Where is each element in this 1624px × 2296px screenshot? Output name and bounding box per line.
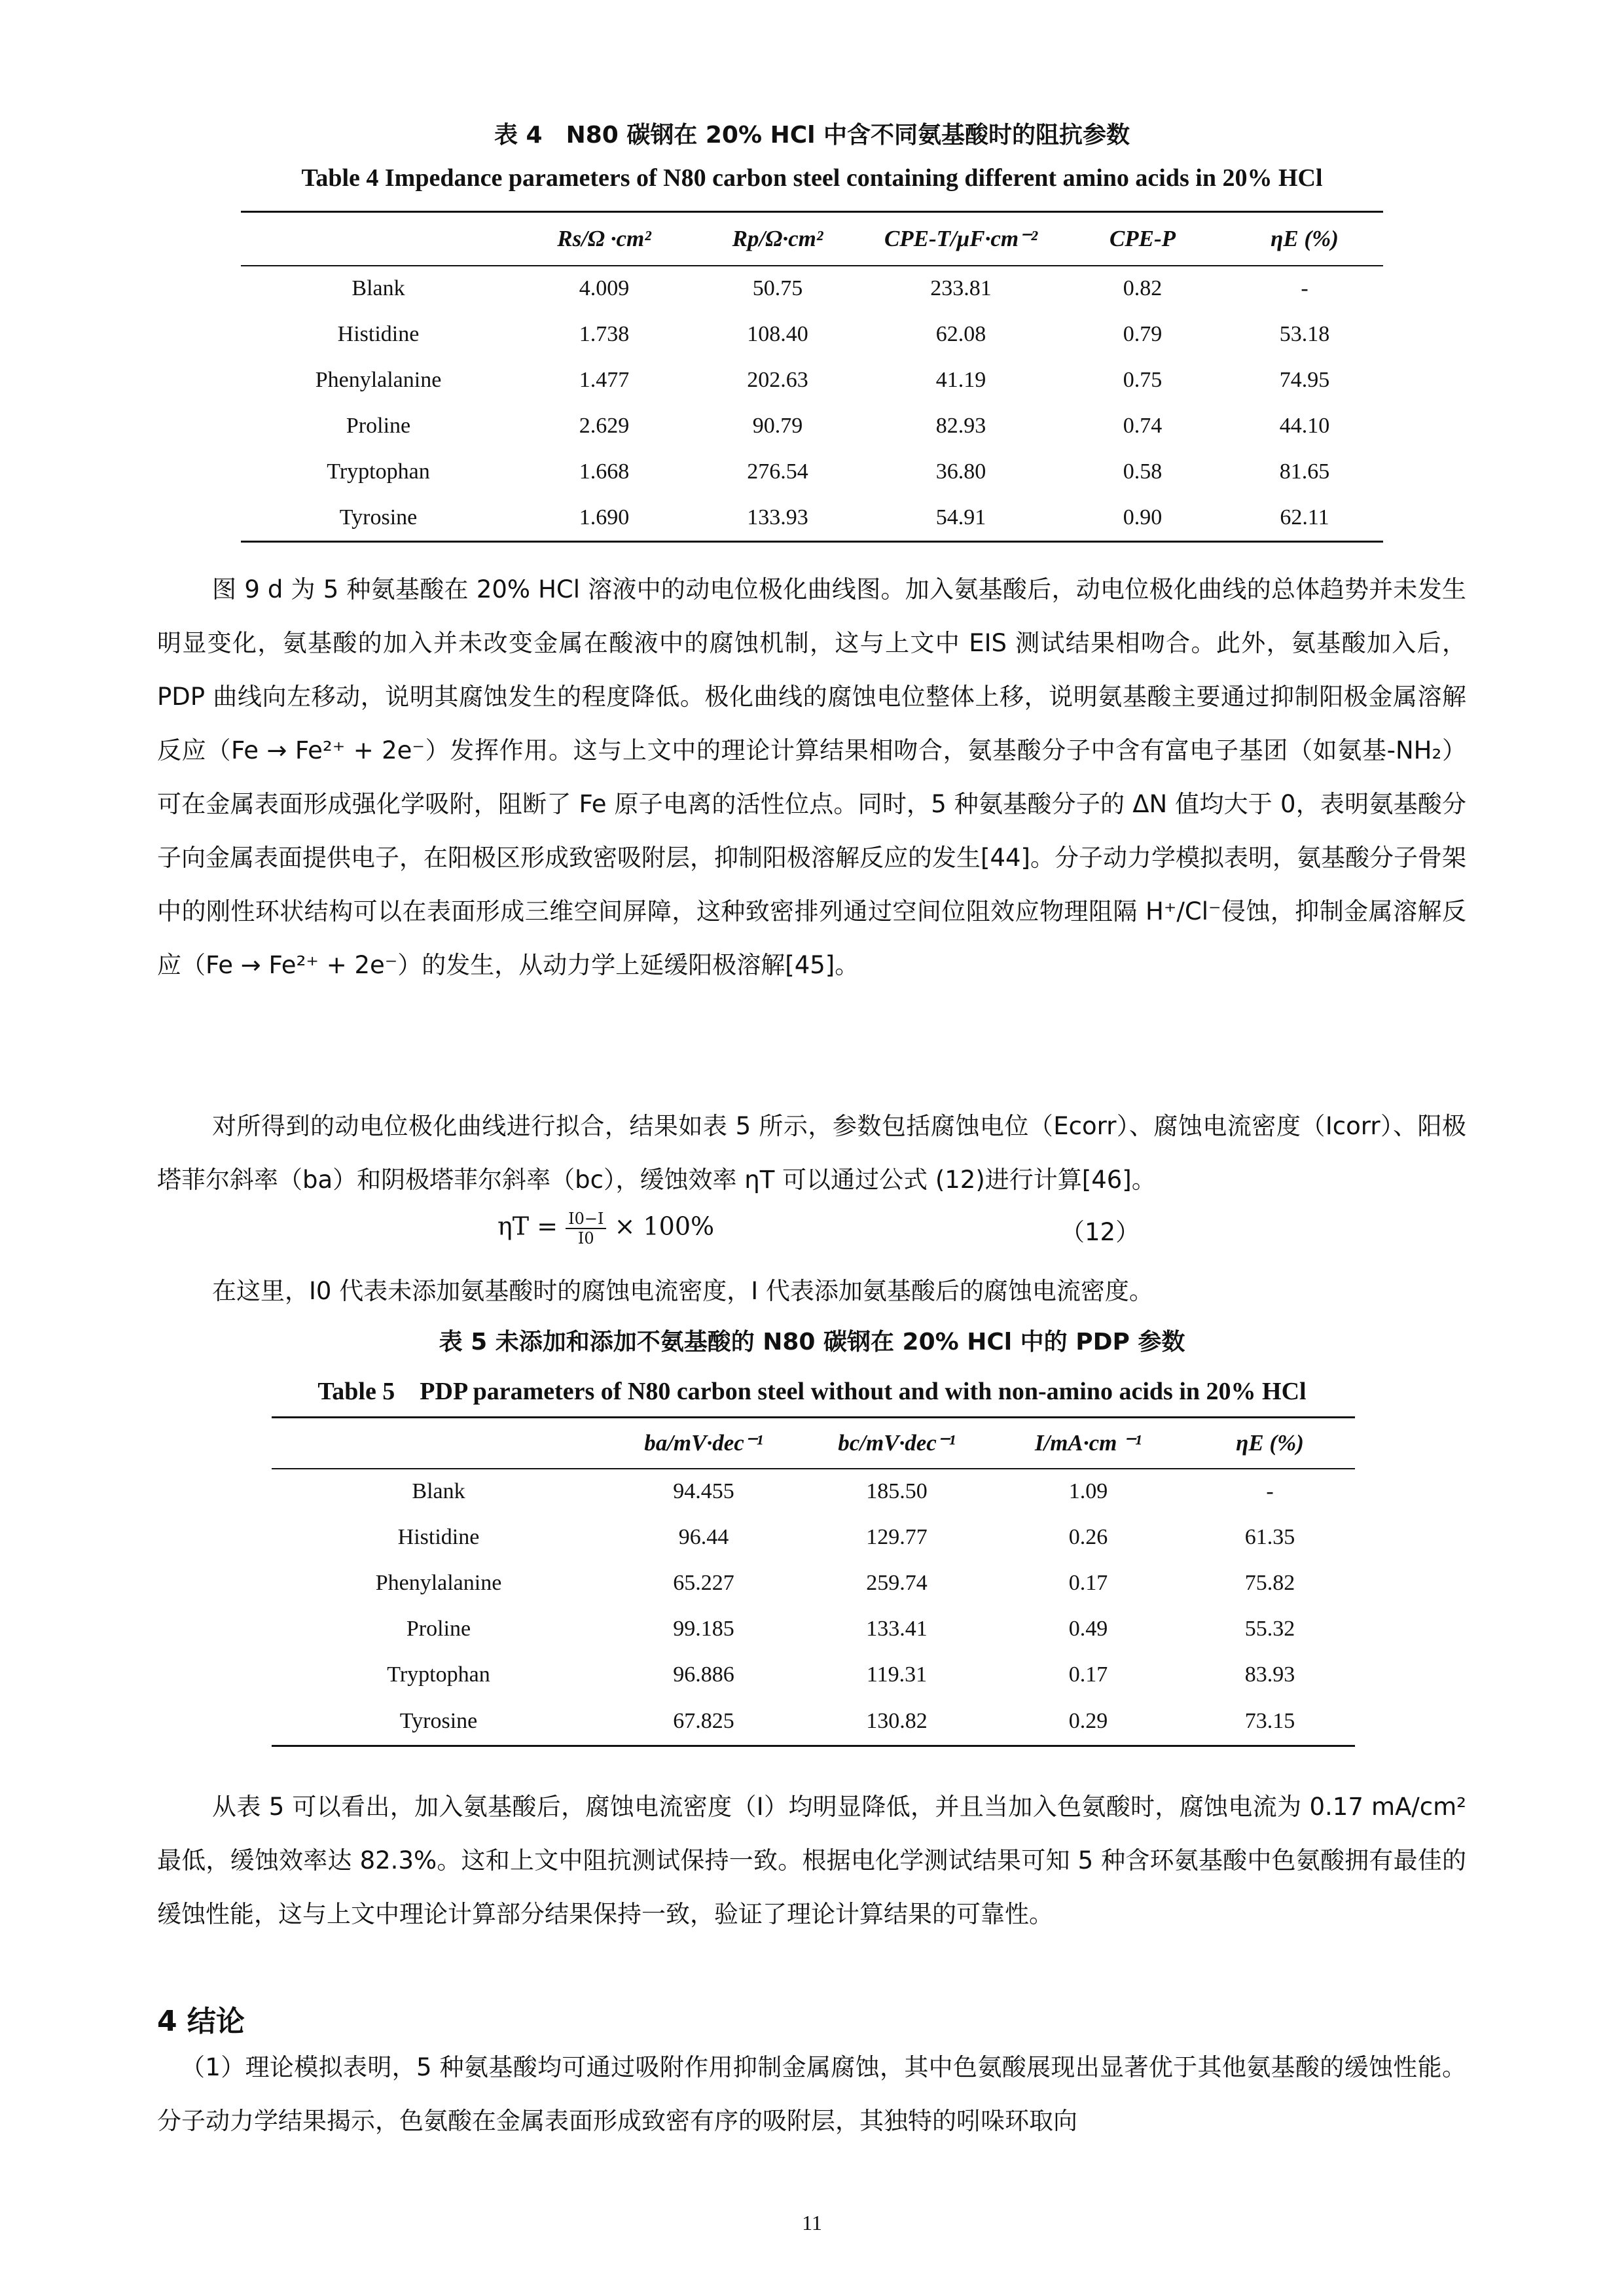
table-cell: Proline <box>406 1616 471 1641</box>
table-cell: 75.82 <box>1244 1570 1295 1595</box>
table5-header-row <box>272 1418 1355 1469</box>
table-cell: 1.668 <box>579 459 630 484</box>
equation-12 <box>497 1210 714 1247</box>
table-cell: 67.825 <box>605 1698 802 1746</box>
table-cell: 96.886 <box>673 1662 734 1687</box>
table-cell: 50.75 <box>752 276 803 300</box>
table-cell: 129.77 <box>866 1524 928 1549</box>
table-cell: Blank <box>352 276 405 300</box>
table-cell: 36.80 <box>935 459 986 484</box>
table-cell: 1.690 <box>516 495 693 542</box>
table-cell: 83.93 <box>1244 1662 1295 1687</box>
table-cell: 233.81 <box>930 276 992 300</box>
table-cell: 0.17 <box>1068 1662 1108 1687</box>
body-paragraph-table5-discussion: 从表 5 可以看出，加入氨基酸后，腐蚀电流密度（I）均明显降低，并且当加入色氨酸时，腐蚀电流为 0.17 mA/cm² 最低，缓蚀效率达 82.3%。这和上文中阻抗测试保持一致。根据电化学测试结果可知 5 种含环氨基酸中色氨酸拥有最佳的缓蚀性能，这与上文中理论计算部分结果保持一致，验证了理论计算结果的可靠性。 <box>157 1793 1466 1928</box>
table-row <box>272 1469 1355 1515</box>
table-row <box>272 1698 1355 1746</box>
table-cell: 276.54 <box>747 459 808 484</box>
table-cell: 94.455 <box>673 1479 734 1503</box>
table4-header-cell <box>241 212 516 266</box>
table-cell: Tyrosine <box>272 1698 605 1746</box>
table-cell: 44.10 <box>1279 413 1330 438</box>
table-cell: 4.009 <box>579 276 630 300</box>
table-cell: 96.44 <box>678 1524 729 1549</box>
equation-lhs: ηT = <box>497 1211 558 1241</box>
table-cell: 0.90 <box>1059 495 1226 542</box>
table4-header-cell: Rp/Ω·cm² <box>693 212 863 266</box>
table-cell: 108.40 <box>747 321 808 346</box>
table-cell: Blank <box>412 1479 465 1503</box>
equation-rhs: × 100% <box>614 1211 715 1241</box>
table-cell: 0.58 <box>1123 459 1163 484</box>
table-cell: Proline <box>346 413 411 438</box>
table-cell: 54.91 <box>863 495 1059 542</box>
body-paragraph-conclusion-1: （1）理论模拟表明，5 种氨基酸均可通过吸附作用抑制金属腐蚀，其中色氨酸展现出显著优于其他氨基酸的缓蚀性能。分子动力学结果揭示，色氨酸在金属表面形成致密有序的吸附层，其独特的吲哚环取向 <box>157 2053 1466 2135</box>
table-cell: - <box>1266 1479 1274 1503</box>
table-row <box>241 403 1383 449</box>
page-number: 11 <box>802 2211 822 2234</box>
table-cell: 0.29 <box>992 1698 1185 1746</box>
table5-header-cell <box>272 1418 605 1469</box>
table-cell: 2.629 <box>579 413 630 438</box>
table4-caption-cn: 表 4 N80 碳钢在 20% HCl 中含不同氨基酸时的阻抗参数 <box>494 122 1130 149</box>
table-row <box>241 266 1383 312</box>
table-cell: 133.93 <box>693 495 863 542</box>
table5-header-cell: ηE (%) <box>1185 1418 1355 1469</box>
table-cell: 55.32 <box>1244 1616 1295 1641</box>
table-cell: 202.63 <box>747 367 808 392</box>
table-cell: 90.79 <box>752 413 803 438</box>
table-row <box>272 1515 1355 1560</box>
table4-header-row <box>241 212 1383 266</box>
table-cell: 0.26 <box>1068 1524 1108 1549</box>
body-paragraph-pdp-discussion: 图 9 d 为 5 种氨基酸在 20% HCl 溶液中的动电位极化曲线图。加入氨基酸后，动电位极化曲线的总体趋势并未发生明显变化，氨基酸的加入并未改变金属在酸液中的腐蚀机制，这与上文中 EIS 测试结果相吻合。此外，氨基酸加入后，PDP 曲线向左移动，说明其腐蚀发生的程度降低。极化曲线的腐蚀电位整体上移，说明氨基酸主要通过抑制阳极金属溶解反应（Fe → Fe²⁺ + 2e⁻）发挥作用。这与上文中的理论计算结果相吻合，氨基酸分子中含有富电子基团（如氨基-NH₂） 可在金属表面形成强化学吸附，阻断了 Fe 原子电离的活性位点。同时，5 种氨基酸分子的 ΔN 值均大于 0，表明氨基酸分子向金属表面提供电子，在阳极区形成致密吸附层，抑制阳极溶解反应的发生[44]。分子动力学模拟表明，氨基酸分子骨架中的刚性环状结构可以在表面形成三维空间屏障，这种致密排列通过空间位阻效应物理阻隔 H⁺/Cl⁻侵蚀，抑制金属溶解反应（Fe → Fe²⁺ + 2e⁻）的发生，从动力学上延缓阳极溶解[45]。 <box>157 575 1466 979</box>
table-cell: Phenylalanine <box>375 1570 502 1595</box>
table-cell: 41.19 <box>935 367 986 392</box>
table5-header-cell: ba/mV·dec⁻¹ <box>605 1418 802 1469</box>
table-cell: 0.75 <box>1123 367 1163 392</box>
table-cell: 82.93 <box>935 413 986 438</box>
table-cell: 73.15 <box>1185 1698 1355 1746</box>
table5-caption-en: Table 5 PDP parameters of N80 carbon steel without and with non-amino acids in 20% HCl <box>317 1378 1307 1405</box>
equation-number: （12） <box>1060 1218 1140 1246</box>
table-cell: 0.17 <box>1068 1570 1108 1595</box>
table-cell: - <box>1301 276 1308 300</box>
table-row <box>241 312 1383 357</box>
table4 <box>241 211 1383 543</box>
table-cell: 1.477 <box>579 367 630 392</box>
table-cell: 119.31 <box>866 1662 928 1687</box>
table5-header-cell: I/mA·cm ⁻¹ <box>992 1418 1185 1469</box>
table4-caption-en: Table 4 Impedance parameters of N80 carbon steel containing different amino acids in 20% HCl <box>301 164 1323 192</box>
table-cell: 185.50 <box>866 1479 928 1503</box>
table-row <box>272 1606 1355 1652</box>
table-cell: 0.79 <box>1123 321 1163 346</box>
table-cell: 1.09 <box>1068 1479 1108 1503</box>
table-cell: 62.11 <box>1226 495 1383 542</box>
table-cell: 130.82 <box>802 1698 992 1746</box>
table-cell: Tryptophan <box>387 1662 490 1687</box>
table-row <box>272 1652 1355 1698</box>
table-cell: Histidine <box>397 1524 480 1549</box>
table-row <box>241 449 1383 495</box>
table-cell: Phenylalanine <box>315 367 442 392</box>
table-cell: 65.227 <box>673 1570 734 1595</box>
body-paragraph-definitions: 在这里，I0 代表未添加氨基酸时的腐蚀电流密度，I 代表添加氨基酸后的腐蚀电流密度。 <box>212 1277 1153 1305</box>
table-cell: Histidine <box>337 321 420 346</box>
table-cell: 0.74 <box>1123 413 1163 438</box>
table-cell: 133.41 <box>866 1616 928 1641</box>
table4-header-cell: CPE-P <box>1059 212 1226 266</box>
table4-header-cell: ηE (%) <box>1226 212 1383 266</box>
table-cell: Tryptophan <box>327 459 430 484</box>
table5 <box>272 1416 1355 1747</box>
table-cell: 61.35 <box>1244 1524 1295 1549</box>
table4-header-cell: Rs/Ω ·cm² <box>516 212 693 266</box>
section-title-conclusion: 4 结论 <box>157 2005 245 2038</box>
table-cell: 53.18 <box>1279 321 1330 346</box>
table-row <box>241 495 1383 542</box>
table-cell: 259.74 <box>866 1570 928 1595</box>
table-cell: 99.185 <box>673 1616 734 1641</box>
table4-header-cell: CPE-T/μF·cm⁻² <box>863 212 1059 266</box>
table-cell: 1.738 <box>579 321 630 346</box>
body-paragraph-fitting: 对所得到的动电位极化曲线进行拟合，结果如表 5 所示，参数包括腐蚀电位（Ecorr）、腐蚀电流密度（Icorr）、阳极塔菲尔斜率（ba）和阴极塔菲尔斜率（bc），缓蚀效率 ηT 可以通过公式 (12)进行计算[46]。 <box>157 1112 1466 1194</box>
table-row <box>272 1560 1355 1606</box>
table-cell: Tyrosine <box>241 495 516 542</box>
table-row <box>241 357 1383 403</box>
equation-denominator: I0 <box>577 1229 594 1247</box>
table-cell: 74.95 <box>1279 367 1330 392</box>
table-cell: 0.82 <box>1123 276 1163 300</box>
table-cell: 0.49 <box>1068 1616 1108 1641</box>
table-cell: 81.65 <box>1279 459 1330 484</box>
table5-header-cell: bc/mV·dec⁻¹ <box>802 1418 992 1469</box>
equation-numerator: I0−I <box>566 1210 606 1229</box>
table5-caption-cn: 表 5 未添加和添加不氨基酸的 N80 碳钢在 20% HCl 中的 PDP 参数 <box>439 1329 1185 1355</box>
table-cell: 62.08 <box>935 321 986 346</box>
equation-fraction <box>566 1210 606 1247</box>
